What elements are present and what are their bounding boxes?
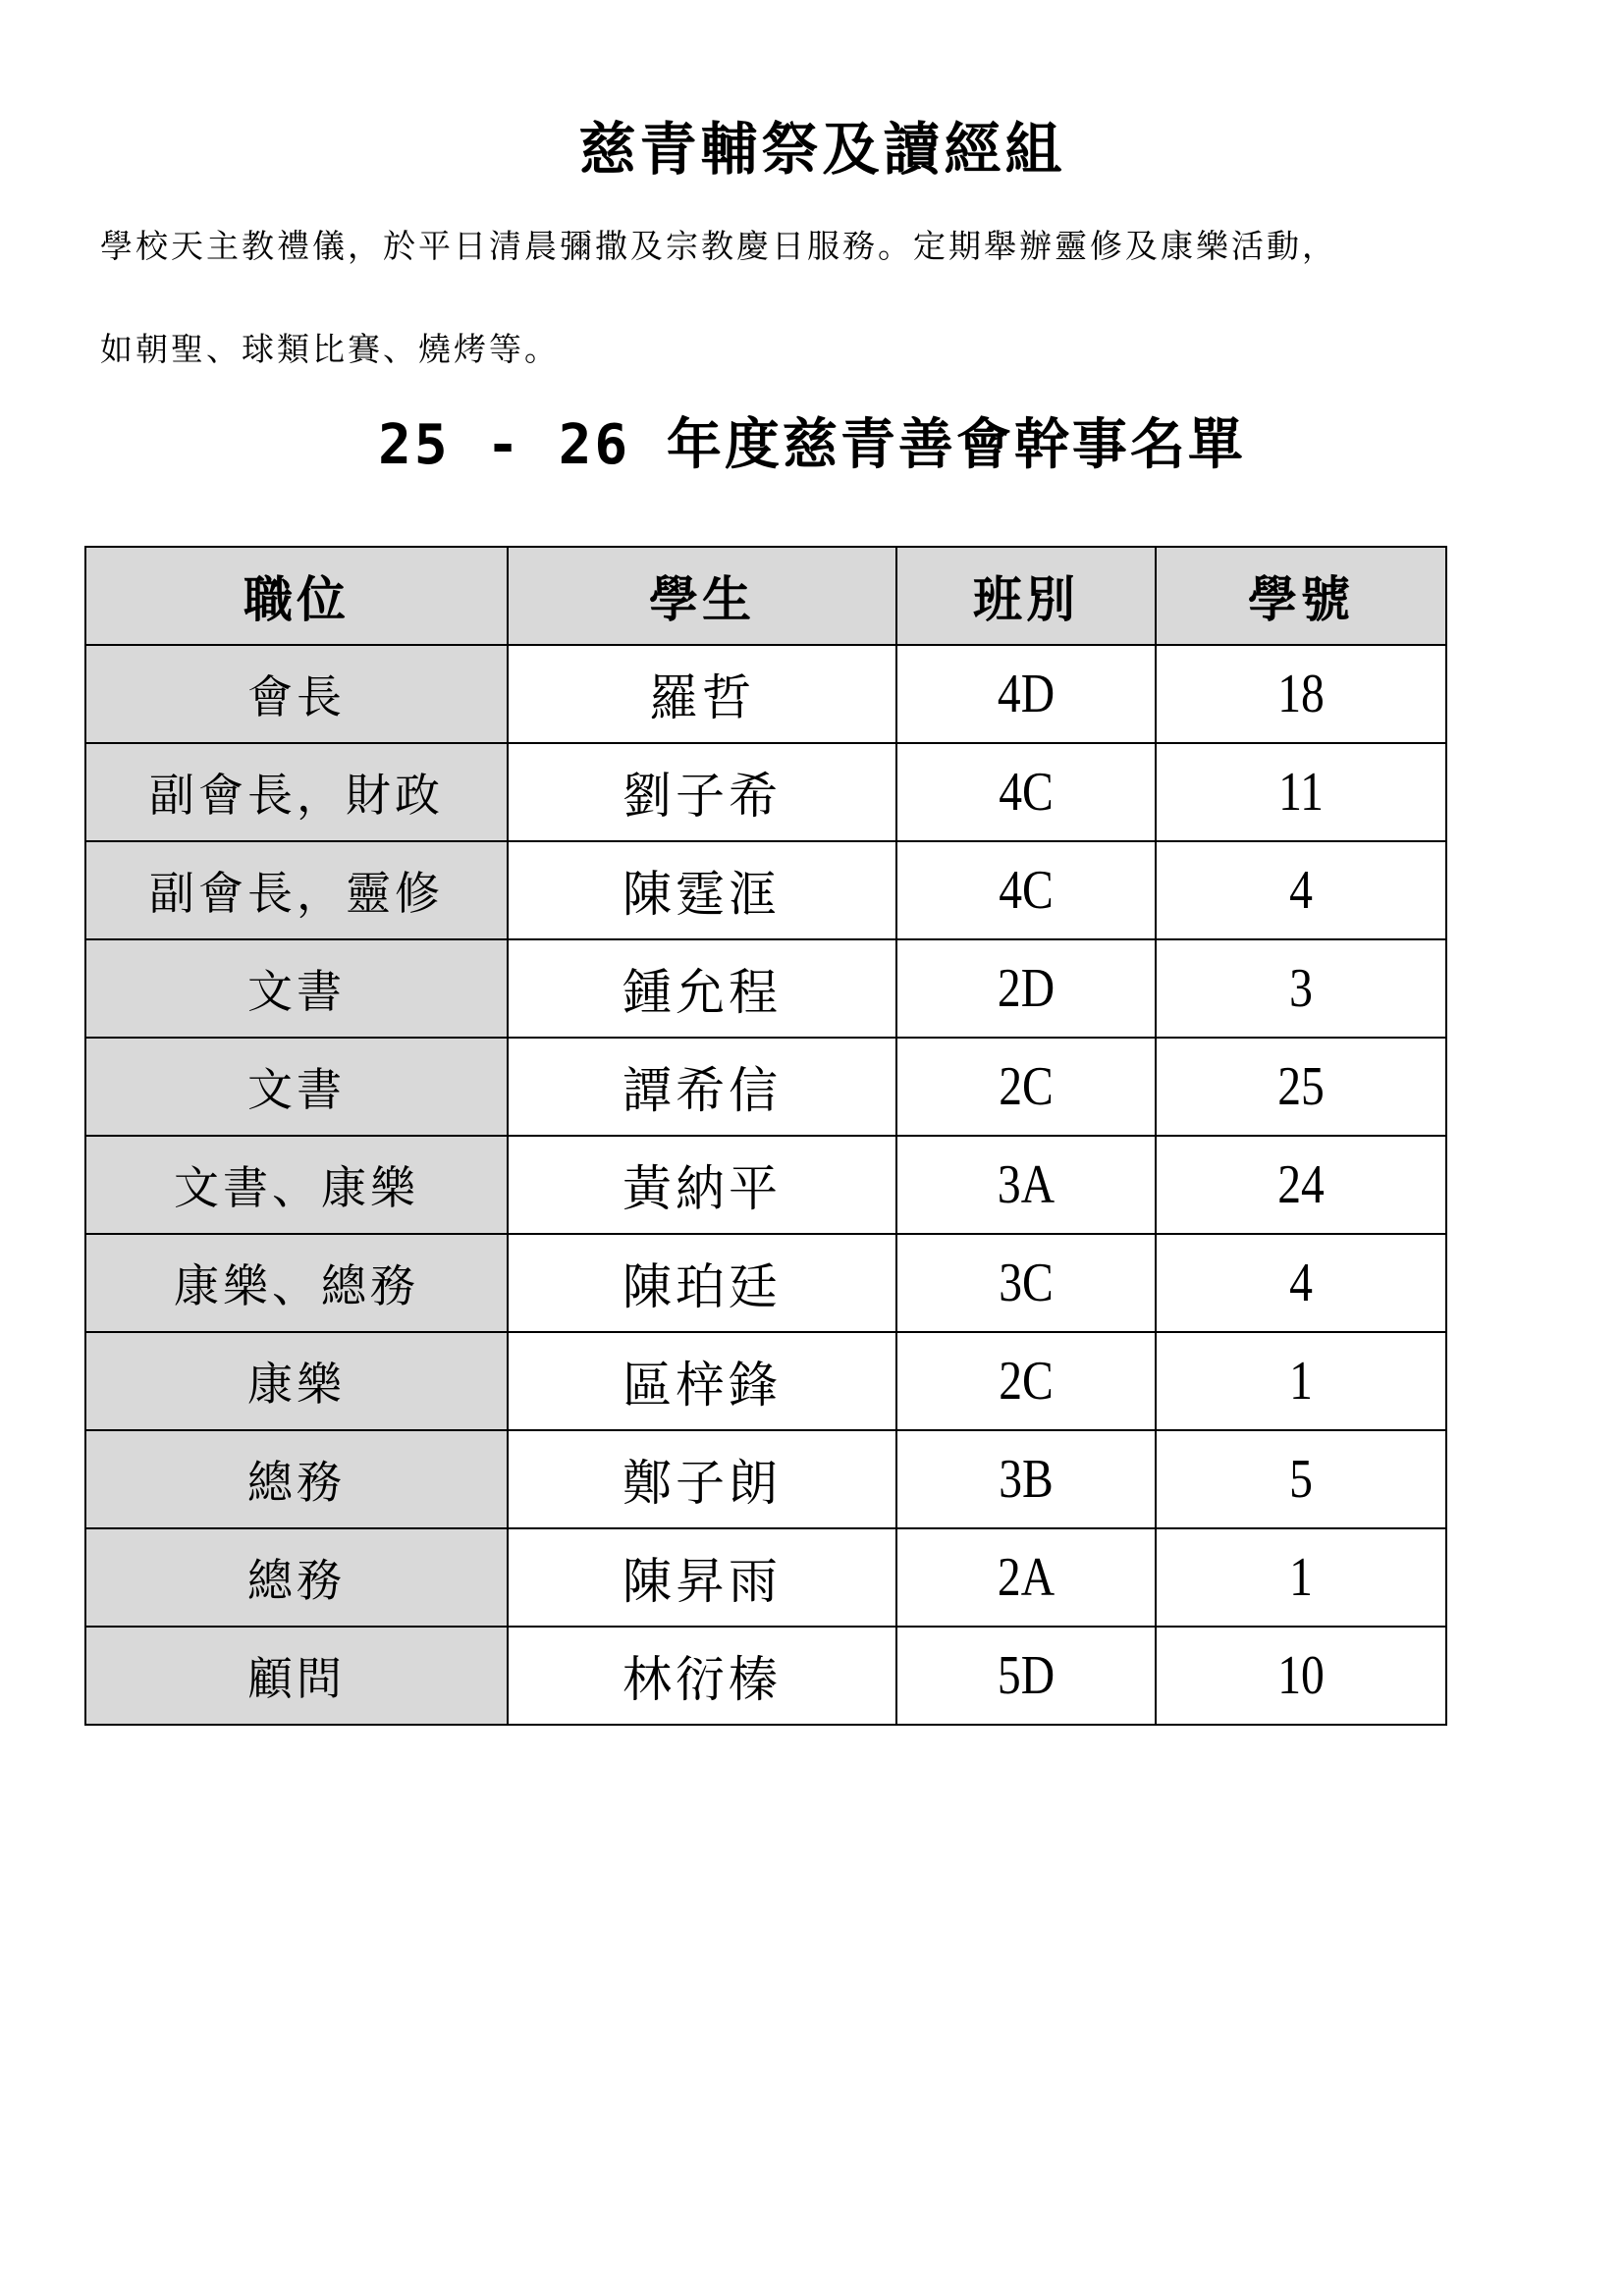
cell-class: 4C bbox=[916, 743, 1136, 841]
cell-position: 康樂、總務 bbox=[85, 1234, 508, 1332]
cell-student: 陳霆洭 bbox=[508, 841, 896, 939]
cell-number: 1 bbox=[1177, 1528, 1425, 1627]
cell-position: 康樂 bbox=[85, 1332, 508, 1430]
cell-class: 5D bbox=[916, 1627, 1136, 1725]
cell-class: 2C bbox=[916, 1038, 1136, 1136]
cell-number: 4 bbox=[1177, 1234, 1425, 1332]
roster-table bbox=[84, 546, 1447, 1726]
cell-number: 10 bbox=[1177, 1627, 1425, 1725]
column-header-position: 職位 bbox=[85, 547, 508, 645]
cell-class: 2D bbox=[916, 939, 1136, 1038]
table-row bbox=[85, 1528, 1446, 1627]
cell-class: 2A bbox=[916, 1528, 1136, 1627]
table-row bbox=[85, 939, 1446, 1038]
cell-student: 陳昇雨 bbox=[508, 1528, 896, 1627]
table-row bbox=[85, 1430, 1446, 1528]
table-header-row bbox=[85, 547, 1446, 645]
cell-class: 3B bbox=[916, 1430, 1136, 1528]
cell-number: 24 bbox=[1177, 1136, 1425, 1234]
cell-number: 11 bbox=[1177, 743, 1425, 841]
table-row bbox=[85, 1038, 1446, 1136]
cell-class: 3A bbox=[916, 1136, 1136, 1234]
cell-student: 陳珀廷 bbox=[508, 1234, 896, 1332]
cell-student: 羅哲 bbox=[508, 645, 896, 743]
cell-number: 1 bbox=[1177, 1332, 1425, 1430]
page-title: 慈青輔祭及讀經組 bbox=[578, 116, 1066, 183]
cell-student: 鄭子朗 bbox=[508, 1430, 896, 1528]
cell-position: 總務 bbox=[85, 1430, 508, 1528]
table-row bbox=[85, 1627, 1446, 1725]
cell-class: 4C bbox=[916, 841, 1136, 939]
table-row bbox=[85, 1332, 1446, 1430]
cell-number: 5 bbox=[1177, 1430, 1425, 1528]
cell-student: 黃納平 bbox=[508, 1136, 896, 1234]
cell-student: 劉子希 bbox=[508, 743, 896, 841]
cell-student: 鍾允程 bbox=[508, 939, 896, 1038]
cell-class: 4D bbox=[916, 645, 1136, 743]
cell-position: 副會長，財政 bbox=[85, 743, 508, 841]
cell-number: 4 bbox=[1177, 841, 1425, 939]
cell-number: 18 bbox=[1177, 645, 1425, 743]
intro-text-line-2: 如朝聖、球類比賽、燒烤等。 bbox=[100, 330, 560, 368]
cell-position: 總務 bbox=[85, 1528, 508, 1627]
cell-position: 會長 bbox=[85, 645, 508, 743]
cell-student: 林衍榛 bbox=[508, 1627, 896, 1725]
cell-number: 25 bbox=[1177, 1038, 1425, 1136]
cell-class: 3C bbox=[916, 1234, 1136, 1332]
intro-text-line-1: 學校天主教禮儀，於平日清晨彌撒及宗教慶日服務。定期舉辦靈修及康樂活動， bbox=[100, 227, 1337, 265]
column-header-student: 學生 bbox=[508, 547, 896, 645]
roster-title: 25 - 26 年度慈青善會幹事名單 bbox=[378, 413, 1246, 477]
cell-student: 區梓鋒 bbox=[508, 1332, 896, 1430]
cell-position: 文書 bbox=[85, 1038, 508, 1136]
column-header-number: 學號 bbox=[1156, 547, 1446, 645]
table-row bbox=[85, 841, 1446, 939]
table-row bbox=[85, 1234, 1446, 1332]
cell-number: 3 bbox=[1177, 939, 1425, 1038]
table-row bbox=[85, 743, 1446, 841]
cell-position: 文書 bbox=[85, 939, 508, 1038]
cell-class: 2C bbox=[916, 1332, 1136, 1430]
cell-position: 文書、康樂 bbox=[85, 1136, 508, 1234]
table-row bbox=[85, 645, 1446, 743]
table-row bbox=[85, 1136, 1446, 1234]
column-header-class: 班別 bbox=[896, 547, 1156, 645]
cell-position: 顧問 bbox=[85, 1627, 508, 1725]
cell-position: 副會長，靈修 bbox=[85, 841, 508, 939]
cell-student: 譚希信 bbox=[508, 1038, 896, 1136]
